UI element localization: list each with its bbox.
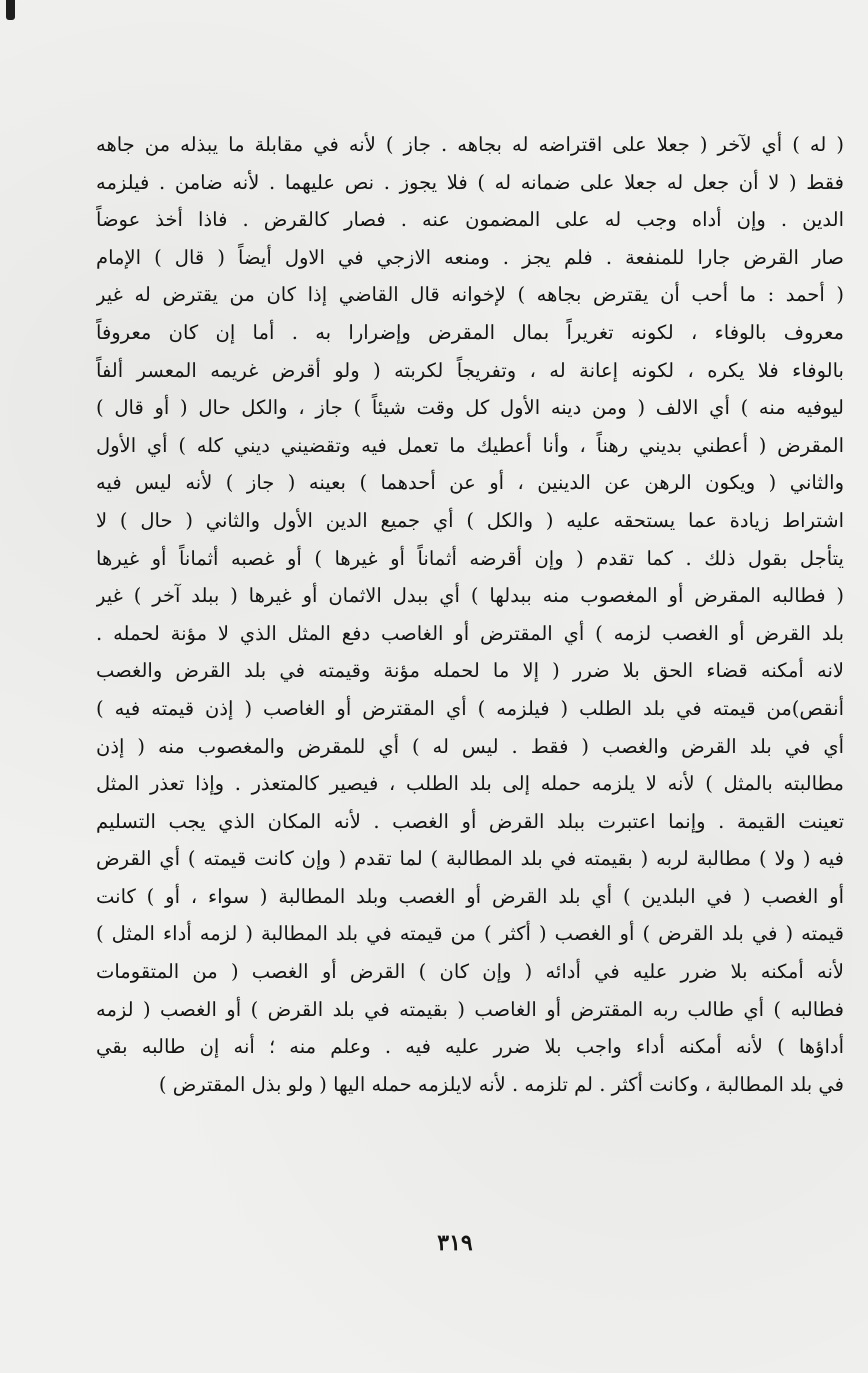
text-line: بالوفاء فلا يكره ، لكونه إعانة له ، وتفريجاً لكربته ( ولو أقرض غريمه المعسر ألفاً bbox=[96, 358, 844, 382]
text-line: المقرض ( أعطني بديني رهناً ، وأنا أعطيك ما تعمل فيه وتقضيني ديني كله ) أي الأول bbox=[96, 433, 844, 457]
text-line: أي في بلد القرض والغصب ( فقط . ليس له ) أي للمقرض والمغصوب منه ( إذن bbox=[96, 734, 844, 758]
text-line: ( أحمد : ما أحب أن يقترض بجاهه ) لإخوانه قال القاضي إذا كان من يقترض له غير bbox=[96, 283, 844, 307]
text-line: معروف بالوفاء ، لكونه تغريراً بمال المقرض وإضرارا به . أما إن كان معروفاً bbox=[96, 320, 844, 344]
text-line: ليوفيه منه ) أي الالف ( ومن دينه الأول كل وقت شيئاً ) جاز ، والكل حال ( أو قال ) bbox=[96, 396, 844, 420]
text-line: لأنه أمكنه بلا ضرر عليه في أدائه ( وإن كان ) القرض أو الغصب ( من المتقومات bbox=[96, 960, 844, 984]
text-line: والثاني ( ويكون الرهن عن الدينين ، أو عن أحدهما ) بعينه ( جاز ) لأنه ليس فيه bbox=[96, 471, 844, 495]
text-line: بلد القرض أو الغصب لزمه ) أي المقترض أو الغاصب دفع المثل الذي لا مؤنة لحمله . bbox=[96, 621, 844, 645]
text-line: ( فطالبه المقرض أو المغصوب منه ببدلها ) أي ببدل الاثمان أو غيرها ( ببلد آخر ) غير bbox=[96, 584, 844, 608]
text-line: صار القرض جارا للمنفعة . فلم يجز . ومنعه الازجي في الاول أيضاً ( قال ) الإمام bbox=[96, 245, 844, 269]
text-line: لانه أمكنه قضاء الحق بلا ضرر ( إلا ما لحمله مؤنة وقيمته في بلد القرض والغصب bbox=[96, 659, 844, 683]
text-line: فيه ( ولا ) مطالبة لربه ( بقيمته في بلد المطالبة ) لما تقدم ( وإن كانت قيمته ) أي القرض bbox=[96, 847, 844, 871]
text-line: فطالبه ) أي طالب ربه المقترض أو الغاصب ( بقيمته في بلد القرض ) أو الغصب ( لزمه bbox=[96, 997, 844, 1021]
text-line: مطالبته بالمثل ) لأنه لا يلزمه حمله إلى بلد الطلب ، فيصير كالمتعذر . وإذا تعذر المثل bbox=[96, 772, 844, 796]
text-line: الدين . وإن أداه وجب له على المضمون عنه . فصار كالقرض . فاذا أخذ عوضاً bbox=[96, 208, 844, 232]
text-line: في بلد المطالبة ، وكانت أكثر . لم تلزمه . لأنه لايلزمه حمله اليها ( ولو بذل المقترض ) bbox=[158, 1072, 844, 1096]
body-text bbox=[96, 126, 844, 1103]
text-line: اشتراط زيادة عما يستحقه عليه ( والكل ) أي جميع الدين الأول والثاني ( حال ) لا bbox=[96, 508, 844, 532]
text-line: تعينت القيمة . وإنما اعتبرت ببلد القرض أو الغصب . لأنه المكان الذي يجب التسليم bbox=[96, 809, 844, 833]
text-line: أو الغصب ( في البلدين ) أي بلد القرض أو الغصب وبلد المطالبة ( سواء ، أو ) كانت bbox=[96, 884, 844, 908]
scan-edge-mark bbox=[6, 0, 15, 20]
text-line: ( له ) أي لآخر ( جعلا على اقتراضه له بجاهه . جاز ) لأنه في مقابلة ما يبذله من جاهه bbox=[96, 133, 844, 156]
text-line: فقط ( لا أن جعل له جعلا على ضمانه له ) فلا يجوز . نص عليهما . لأنه ضامن . فيلزمه bbox=[96, 170, 844, 194]
text-line: أنقص)من قيمته في بلد الطلب ( فيلزمه ) أي المقترض أو الغاصب ( إذن قيمته فيه ) bbox=[96, 696, 844, 720]
text-line: أداؤها ) لأنه أمكنه أداء واجب بلا ضرر عليه فيه . وعلم منه ؛ أنه إن طالبه بقي bbox=[96, 1035, 844, 1059]
page-number: ٣١٩ bbox=[437, 1230, 473, 1256]
text-line: يتأجل بقول ذلك . كما تقدم ( وإن أقرضه أثماناً أو غيرها ) أو غصبه أثماناً أو غيرها bbox=[96, 546, 844, 570]
text-line: قيمته ( في بلد القرض ) أو الغصب ( أكثر ) من قيمته في بلد المطالبة ( لزمه أداء المثل ) bbox=[96, 922, 844, 946]
